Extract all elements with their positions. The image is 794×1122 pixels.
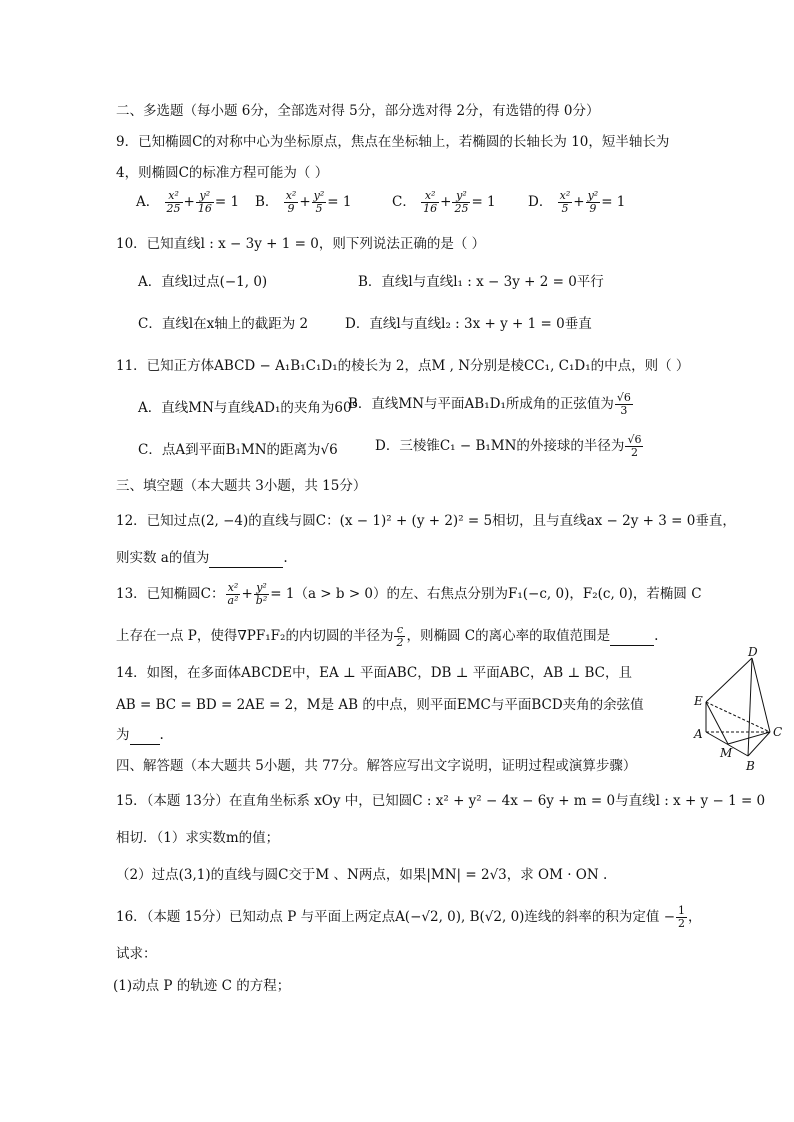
q9-option-c: C． $\frac{\text{x²}}{16}$ + $\frac{\text{y²}}{25}$ = 1 xyxy=(392,189,496,215)
q10-option-c: C．直线l在x轴上的截距为 2 xyxy=(138,316,309,332)
q11-option-a: A．直线MN与直线AD₁的夹角为60° xyxy=(138,400,359,416)
q9-stem-line2: 4，则椭圆C的标准方程可能为（ ） xyxy=(116,165,329,181)
q11-option-b: B．直线MN与平面AB₁D₁所成角的正弦值为 $\frac{√6}{3}$ xyxy=(348,391,631,417)
q9-option-d: D． $\frac{\text{x²}}{5}$ + $\frac{\text{y²}}{9}$ = 1 xyxy=(528,189,626,215)
q9-option-b: B． $\frac{\text{x²}}{9}$ + $\frac{\text{y²}}{5}$ = 1 xyxy=(255,189,352,215)
q10-stem: 10．已知直线l : x − 3y + 1 = 0，则下列说法正确的是（ ） xyxy=(116,236,486,252)
q10-option-b: B．直线l与直线l₁ : x − 3y + 2 = 0平行 xyxy=(358,274,604,290)
q16-line3: (1)动点 P 的轨迹 C 的方程； xyxy=(113,978,291,994)
figure-label-m: M xyxy=(720,746,733,760)
q15-line2: 相切．（1）求实数m的值； xyxy=(116,830,280,846)
q13-line1: 13．已知椭圆C： $\frac{\text{x²}}{\text{a²}}$ + $\frac{\text{y²}}{\text{b²}}$ = 1（a > b > 0）的左、右焦点分别为F₁(−c, 0)，F₂(c, 0)，若椭圆 C xyxy=(116,581,702,607)
q14-polyhedron-figure xyxy=(690,646,786,774)
q9-stem-line1: 9．已知椭圆C的对称中心为坐标原点，焦点在坐标轴上，若椭圆的长轴长为 10，短半轴长为 xyxy=(116,134,670,150)
q9-option-a: A． $\frac{\text{x²}}{25}$ + $\frac{\text{y²}}{16}$ = 1 xyxy=(136,189,240,215)
q12-line1: 12．已知过点(2, −4)的直线与圆C：(x − 1)² + (y + 2)² = 5相切，且与直线ax − 2y + 3 = 0垂直， xyxy=(116,513,736,529)
q12-line2: 则实数 a的值为 . xyxy=(116,550,288,566)
q16-line1: 16．（本题 15分）已知动点 P 与平面上两定点A(−√2, 0), B(√2, 0)连线的斜率的积为定值 − $\frac{1}{2}$ ， xyxy=(116,904,702,930)
q14-line3: 为 . xyxy=(116,727,164,743)
q16-line2: 试求： xyxy=(116,946,157,962)
q11-stem: 11．已知正方体ABCD − A₁B₁C₁D₁的棱长为 2，点M , N分别是棱CC₁, C₁D₁的中点，则（ ） xyxy=(116,358,690,374)
q15-line3: （2）过点(3,1)的直线与圆C交于M 、N两点，如果|MN| = 2√3，求 OM · ON . xyxy=(116,867,608,883)
q15-line1: 15．（本题 13分）在直角坐标系 xOy 中，已知圆C : x² + y² − 4x − 6y + m = 0与直线l : x + y − 1 = 0 xyxy=(116,793,766,809)
figure-label-b: B xyxy=(746,759,755,773)
figure-label-e: E xyxy=(694,694,703,708)
q10-option-a: A．直线l过点(−1, 0) xyxy=(138,274,268,290)
q11-option-c: C．点A到平面B₁MN的距离为√6 xyxy=(138,442,338,458)
figure-label-c: C xyxy=(773,725,783,739)
section-title-solutions: 四、解答题（本大题共 5小题，共 77分。解答应写出文字说明，证明过程或演算步骤） xyxy=(116,758,637,774)
q14-line1: 14．如图，在多面体ABCDE中，EA ⊥ 平面ABC，DB ⊥ 平面ABC，AB ⊥ BC，且 xyxy=(116,665,632,681)
q14-line2: AB = BC = BD = 2AE = 2，M是 AB 的中点，则平面EMC与平面BCD夹角的余弦值 xyxy=(116,697,644,713)
q10-option-d: D．直线l与直线l₂ : 3x + y + 1 = 0垂直 xyxy=(345,316,592,332)
q13-line2: 上存在一点 P，使得∇PF₁F₂的内切圆的半径为 $\frac{c}{2}$ ，则椭圆 C的离心率的取值范围是 . xyxy=(116,623,659,649)
q11-option-d: D．三棱锥C₁ − B₁MN的外接球的半径为 $\frac{√6}{2}$ xyxy=(375,433,642,459)
section-title-multiple-choice: 二、多选题（每小题 6分，全部选对得 5分，部分选对得 2分，有选错的得 0分） xyxy=(116,103,600,119)
figure-label-d: D xyxy=(748,646,758,659)
figure-label-a: A xyxy=(694,727,703,741)
section-title-fill-in: 三、填空题（本大题共 3小题，共 15分） xyxy=(116,478,367,494)
